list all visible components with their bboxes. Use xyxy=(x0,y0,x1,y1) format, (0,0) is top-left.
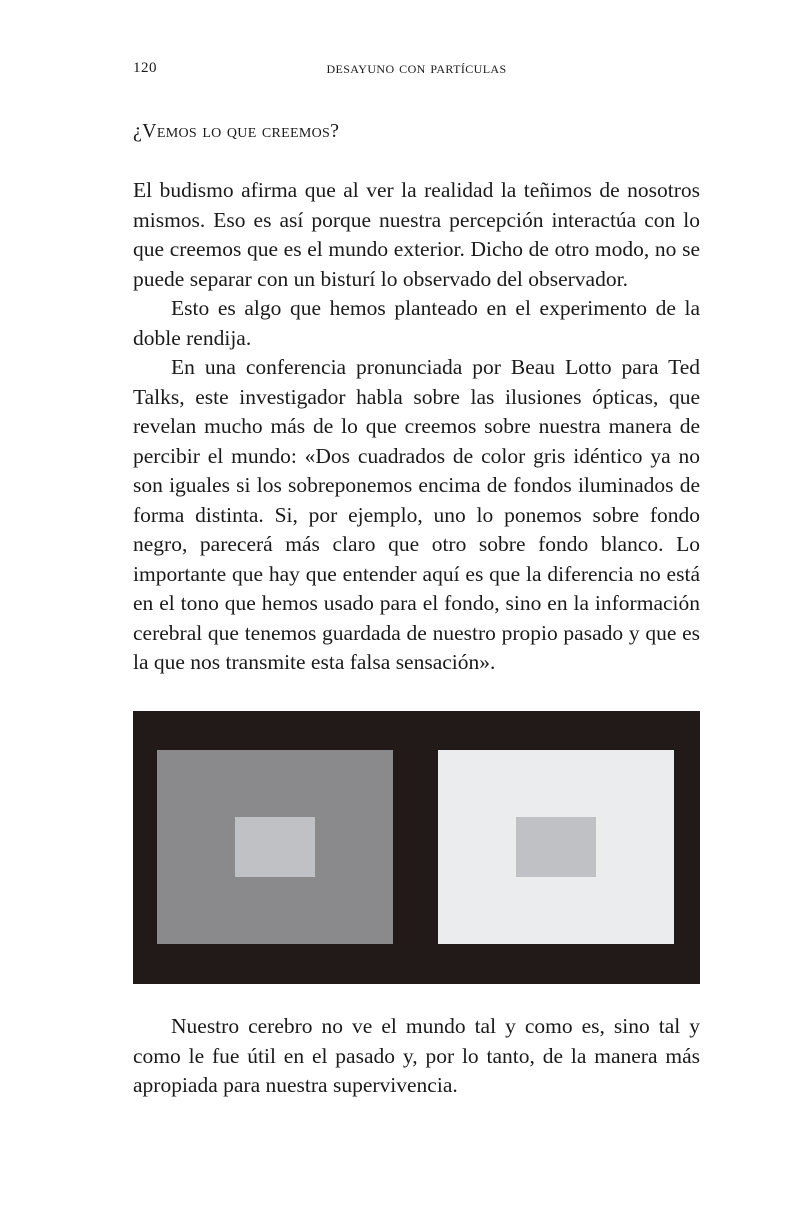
paragraph: En una conferencia pronunciada por Beau Lotto para Ted Talks, este investigador habla sobre las ilusiones ópticas, que revelan mucho más de lo que creemos sobre nuestra manera de percibir el mundo: «Dos cuadrados de color gris idéntico ya no son iguales si los sobreponemos encima de fondos iluminados de forma distinta. Si, por ejemplo, uno lo ponemos sobre fondo negro, parecerá más claro que otro sobre fondo blanco. Lo importante que hay que entender aquí es que la diferencia no está en el tono que hemos usado para el fondo, sino en la información cerebral que tenemos guardada de nuestro propio pasado y que es la que nos transmite esta falsa sensación». xyxy=(133,355,700,674)
paragraph: Esto es algo que hemos planteado en el experimento de la doble rendija. xyxy=(133,296,700,350)
paragraph: Nuestro cerebro no ve el mundo tal y como es, sino tal y como le fue útil en el pasado y, por lo tanto, de la manera más apropiada para nuestra supervivencia. xyxy=(133,1014,700,1097)
gray-surround-square xyxy=(157,750,393,944)
inner-gray-square xyxy=(235,817,315,877)
optical-illusion-figure xyxy=(133,711,700,984)
section-heading: ¿Vemos lo que creemos? xyxy=(133,120,340,142)
paragraph: El budismo afirma que al ver la realidad la teñimos de nosotros mismos. Eso es así porque nuestra percepción interactúa con lo que creemos que es el mundo exterior. Dicho de otro modo, no se puede separar con un bisturí lo observado del observador. xyxy=(133,178,700,291)
page-number: 120 xyxy=(133,60,157,76)
running-head xyxy=(133,60,700,84)
book-title: desayuno con partículas xyxy=(326,58,507,77)
white-surround-square xyxy=(438,750,674,944)
body-text-lower xyxy=(133,1012,700,1101)
body-text-upper xyxy=(133,176,700,678)
inner-gray-square xyxy=(516,817,596,877)
